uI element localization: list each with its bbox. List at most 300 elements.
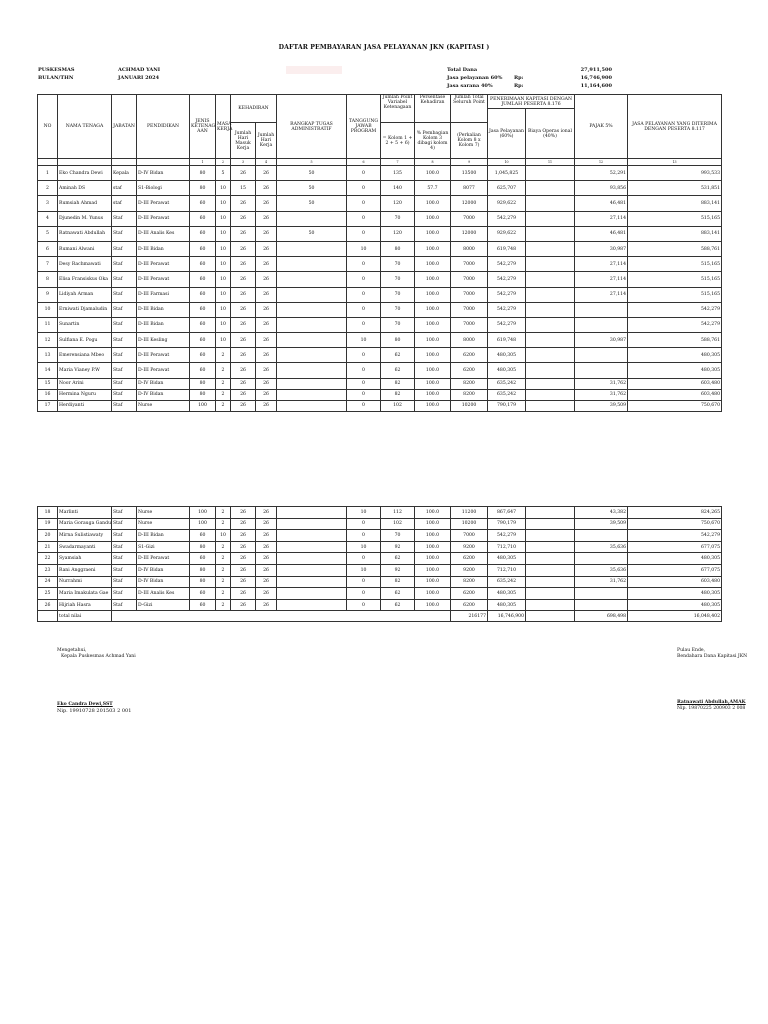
row-nama: Ratnawati Abdullah xyxy=(58,226,112,241)
column-number-cell xyxy=(137,159,190,166)
row-persentase: 100.0 xyxy=(415,564,451,576)
table-row xyxy=(38,226,722,241)
table-row xyxy=(38,389,722,400)
row-hari-masuk: 26 xyxy=(231,518,256,530)
row-rangkap xyxy=(277,564,347,576)
header-jumlah-total-sub: (Perkalian Kolom 8 x Kolom 7) xyxy=(451,123,488,159)
row-no: 3 xyxy=(38,196,58,211)
row-jasa-diterima: 480,305 xyxy=(628,348,722,363)
row-masa: 10 xyxy=(216,196,231,211)
row-biaya xyxy=(526,348,575,363)
row-hari-kerja: 26 xyxy=(256,287,277,302)
row-jumlah-point: 82 xyxy=(381,389,415,400)
row-jumlah-total: 10200 xyxy=(451,400,488,411)
row-persentase: 100.0 xyxy=(415,333,451,348)
row-biaya xyxy=(526,564,575,576)
row-pendidikan: D-III Perawat xyxy=(137,196,190,211)
row-pendidikan: D-III Perawat xyxy=(137,257,190,272)
row-pajak xyxy=(575,302,628,317)
row-persentase: 100.0 xyxy=(415,363,451,378)
header-jasa-pel: Jasa Pelayanan (60%) xyxy=(488,109,526,159)
row-no: 15 xyxy=(38,378,58,389)
row-jasa-pelayanan: 619,748 xyxy=(488,241,526,256)
row-hari-kerja: 26 xyxy=(256,400,277,411)
row-jasa-pelayanan: 929,622 xyxy=(488,226,526,241)
row-tanggung: 0 xyxy=(347,272,381,287)
header-persentase: Persentase Kehadiran xyxy=(415,95,451,123)
row-masa: 10 xyxy=(216,302,231,317)
row-hari-masuk: 26 xyxy=(231,287,256,302)
row-jumlah-total: 8000 xyxy=(451,333,488,348)
row-jumlah-total: 8200 xyxy=(451,389,488,400)
row-nama: Swadarmayanti xyxy=(58,541,112,553)
column-number-cell xyxy=(58,159,112,166)
row-hari-kerja: 26 xyxy=(256,241,277,256)
row-hari-kerja: 26 xyxy=(256,576,277,588)
table-row xyxy=(38,196,722,211)
row-persentase: 100.0 xyxy=(415,211,451,226)
row-pendidikan: Nurse xyxy=(137,507,190,519)
row-biaya xyxy=(526,226,575,241)
row-persentase: 100.0 xyxy=(415,272,451,287)
row-persentase: 100.0 xyxy=(415,518,451,530)
row-nama: Djunedin M. Yunus xyxy=(58,211,112,226)
row-masa: 10 xyxy=(216,317,231,332)
row-jabatan: Staf xyxy=(112,257,137,272)
row-jabatan: Staf xyxy=(112,226,137,241)
jasa-pelayanan-label: Jasa pelayanan 60% xyxy=(447,75,503,81)
row-pajak: 35,636 xyxy=(575,541,628,553)
row-jasa-pelayanan: 480,305 xyxy=(488,348,526,363)
row-pajak: 43,382 xyxy=(575,507,628,519)
total-row xyxy=(38,611,722,622)
table-row xyxy=(38,302,722,317)
row-no: 19 xyxy=(38,518,58,530)
row-jabatan: Staf xyxy=(112,211,137,226)
row-persentase: 100.0 xyxy=(415,400,451,411)
row-tanggung: 0 xyxy=(347,257,381,272)
row-tanggung: 0 xyxy=(347,317,381,332)
row-no: 4 xyxy=(38,211,58,226)
row-biaya xyxy=(526,576,575,588)
row-hari-masuk: 26 xyxy=(231,348,256,363)
row-hari-masuk: 26 xyxy=(231,211,256,226)
row-jabatan: Staf xyxy=(112,553,137,565)
row-jumlah-point: 70 xyxy=(381,257,415,272)
column-number-cell xyxy=(38,159,58,166)
row-jumlah-point: 120 xyxy=(381,196,415,211)
row-rangkap: 50 xyxy=(277,181,347,196)
row-hari-masuk: 26 xyxy=(231,576,256,588)
row-tanggung: 10 xyxy=(347,564,381,576)
total-blank xyxy=(526,611,575,622)
row-nama: Desy Rachmawati xyxy=(58,257,112,272)
row-masa: 2 xyxy=(216,400,231,411)
row-pajak xyxy=(575,363,628,378)
header-masa: MASA KERJA xyxy=(216,95,231,159)
row-pendidikan: D-III Perawat xyxy=(137,553,190,565)
row-jumlah-point: 92 xyxy=(381,541,415,553)
row-pajak: 27,114 xyxy=(575,272,628,287)
row-pendidikan: D-IV Bidan xyxy=(137,564,190,576)
row-jenis: 60 xyxy=(190,363,216,378)
row-nama: Erniwati Djamaludin xyxy=(58,302,112,317)
row-persentase: 100.0 xyxy=(415,588,451,600)
row-pajak: 31,762 xyxy=(575,389,628,400)
row-jumlah-point: 140 xyxy=(381,181,415,196)
column-number-cell: 1 xyxy=(190,159,216,166)
row-tanggung: 10 xyxy=(347,507,381,519)
table-row xyxy=(38,400,722,411)
row-hari-kerja: 26 xyxy=(256,588,277,600)
row-pajak xyxy=(575,588,628,600)
table-row xyxy=(38,363,722,378)
row-jumlah-total: 12000 xyxy=(451,196,488,211)
row-jumlah-point: 62 xyxy=(381,348,415,363)
row-jasa-diterima: 603,480 xyxy=(628,378,722,389)
table-row xyxy=(38,287,722,302)
column-number-cell: 8 xyxy=(415,159,451,166)
row-jabatan: Staf xyxy=(112,564,137,576)
row-jasa-diterima: 480,305 xyxy=(628,363,722,378)
row-jabatan: Staf xyxy=(112,287,137,302)
payment-table-continued xyxy=(37,506,722,622)
row-no: 7 xyxy=(38,257,58,272)
row-rangkap xyxy=(277,576,347,588)
row-rangkap xyxy=(277,317,347,332)
row-no: 13 xyxy=(38,348,58,363)
row-no: 2 xyxy=(38,181,58,196)
row-jenis: 80 xyxy=(190,389,216,400)
row-biaya xyxy=(526,553,575,565)
row-no: 18 xyxy=(38,507,58,519)
jasa-sarana-label: Jasa sarana 40% xyxy=(447,83,493,89)
row-jumlah-point: 102 xyxy=(381,400,415,411)
row-masa: 2 xyxy=(216,518,231,530)
row-jumlah-total: 6200 xyxy=(451,348,488,363)
row-nama: Aminah DS xyxy=(58,181,112,196)
column-number-cell: 9 xyxy=(451,159,488,166)
table-row xyxy=(38,518,722,530)
row-hari-masuk: 26 xyxy=(231,196,256,211)
row-jenis: 60 xyxy=(190,317,216,332)
total-label: total nilai xyxy=(58,611,112,622)
row-jenis: 60 xyxy=(190,599,216,611)
row-nama: Eko Chandra Dewi xyxy=(58,166,112,181)
row-hari-kerja: 26 xyxy=(256,363,277,378)
table-row xyxy=(38,241,722,256)
row-biaya xyxy=(526,389,575,400)
row-jumlah-total: 7000 xyxy=(451,272,488,287)
total-dana-value: 27,911,500 xyxy=(580,67,612,73)
column-number-cell: 4 xyxy=(256,159,277,166)
row-jasa-diterima: 542,279 xyxy=(628,302,722,317)
row-nama: Rumsiah Ahmad xyxy=(58,196,112,211)
row-no: 17 xyxy=(38,400,58,411)
row-jumlah-point: 120 xyxy=(381,226,415,241)
signature-left-block xyxy=(57,648,136,660)
row-pajak xyxy=(575,599,628,611)
row-jasa-pelayanan: 635,242 xyxy=(488,378,526,389)
header-penerimaan: PENERIMAAN KAPITASI DENGAN JUMLAH PESERTA 8.176 xyxy=(488,95,575,109)
column-number-cell: 13 xyxy=(628,159,722,166)
row-jumlah-point: 82 xyxy=(381,378,415,389)
table-row xyxy=(38,317,722,332)
sign-right-line2: Bendahara Dana Kapitasi JKN xyxy=(677,654,748,659)
row-jumlah-point: 135 xyxy=(381,166,415,181)
row-persentase: 57.7 xyxy=(415,181,451,196)
row-jasa-diterima: 603,480 xyxy=(628,576,722,588)
row-jumlah-total: 7000 xyxy=(451,530,488,542)
row-jumlah-total: 7000 xyxy=(451,287,488,302)
header-pajak: PAJAK 5% xyxy=(575,95,628,159)
row-jasa-pelayanan: 542,279 xyxy=(488,287,526,302)
row-jasa-diterima: 750,670 xyxy=(628,400,722,411)
row-rangkap xyxy=(277,553,347,565)
row-rangkap xyxy=(277,211,347,226)
row-jabatan: Staf xyxy=(112,241,137,256)
row-pajak: 27,114 xyxy=(575,211,628,226)
signature-right-name-block xyxy=(677,700,746,712)
row-hari-masuk: 26 xyxy=(231,553,256,565)
row-no: 12 xyxy=(38,333,58,348)
row-nama: Hermina Nguru xyxy=(58,389,112,400)
row-jenis: 80 xyxy=(190,378,216,389)
row-biaya xyxy=(526,181,575,196)
row-biaya xyxy=(526,378,575,389)
row-jasa-pelayanan: 480,305 xyxy=(488,588,526,600)
row-rangkap xyxy=(277,400,347,411)
row-pendidikan: D-III Perawat xyxy=(137,211,190,226)
row-jenis: 80 xyxy=(190,166,216,181)
row-jumlah-point: 70 xyxy=(381,211,415,226)
row-hari-masuk: 26 xyxy=(231,564,256,576)
row-nama: Maria Gorauga Gandu xyxy=(58,518,112,530)
row-persentase: 100.0 xyxy=(415,378,451,389)
row-hari-masuk: 26 xyxy=(231,363,256,378)
row-rangkap xyxy=(277,518,347,530)
row-hari-kerja: 26 xyxy=(256,553,277,565)
row-jasa-pelayanan: 542,279 xyxy=(488,211,526,226)
row-biaya xyxy=(526,507,575,519)
row-jabatan: Staf xyxy=(112,348,137,363)
sign-left-line1: Mengetahui, xyxy=(57,648,87,653)
row-hari-masuk: 26 xyxy=(231,507,256,519)
row-pajak: 93,856 xyxy=(575,181,628,196)
row-jumlah-total: 9200 xyxy=(451,541,488,553)
row-jumlah-point: 92 xyxy=(381,564,415,576)
row-tanggung: 0 xyxy=(347,348,381,363)
row-jasa-diterima: 750,670 xyxy=(628,518,722,530)
jasa-pelayanan-value: 16,746,900 xyxy=(580,75,612,81)
row-jabatan: Staf xyxy=(112,588,137,600)
row-jenis: 60 xyxy=(190,241,216,256)
header-pendidikan: PENDIDIKAN xyxy=(137,95,190,159)
row-jabatan: Staf xyxy=(112,507,137,519)
row-no: 14 xyxy=(38,363,58,378)
row-jasa-pelayanan: 542,279 xyxy=(488,257,526,272)
table-row xyxy=(38,181,722,196)
row-no: 23 xyxy=(38,564,58,576)
row-jasa-pelayanan: 712,710 xyxy=(488,541,526,553)
row-jasa-diterima: 515,165 xyxy=(628,272,722,287)
row-hari-kerja: 26 xyxy=(256,507,277,519)
row-tanggung: 0 xyxy=(347,226,381,241)
row-jabatan: Staf xyxy=(112,518,137,530)
row-rangkap xyxy=(277,507,347,519)
row-tanggung: 0 xyxy=(347,378,381,389)
header-rangkap: RANGKAP TUGAS ADMINISTRATIF xyxy=(277,95,347,159)
row-jenis: 60 xyxy=(190,196,216,211)
row-persentase: 100.0 xyxy=(415,530,451,542)
row-persentase: 100.0 xyxy=(415,599,451,611)
sign-right-name: Ratnawati Abdullah,AMAK xyxy=(677,700,746,705)
row-no: 16 xyxy=(38,389,58,400)
row-jenis: 60 xyxy=(190,226,216,241)
row-jumlah-total: 8077 xyxy=(451,181,488,196)
row-jasa-pelayanan: 790,179 xyxy=(488,400,526,411)
total-pajak: 698,498 xyxy=(575,611,628,622)
row-jabatan: staf xyxy=(112,181,137,196)
row-rangkap xyxy=(277,257,347,272)
row-jumlah-point: 70 xyxy=(381,287,415,302)
header-biaya: Biaya Operas ional (40%) xyxy=(526,109,575,159)
row-rangkap xyxy=(277,348,347,363)
row-pajak: 46,481 xyxy=(575,196,628,211)
signature-right-block xyxy=(677,648,747,660)
row-tanggung: 0 xyxy=(347,530,381,542)
row-pendidikan: D-III Perawat xyxy=(137,348,190,363)
row-hari-kerja: 26 xyxy=(256,378,277,389)
row-persentase: 100.0 xyxy=(415,196,451,211)
row-pendidikan: D-III Analis Kes xyxy=(137,588,190,600)
row-nama: Rani Anggraeni xyxy=(58,564,112,576)
row-jasa-diterima: 542,279 xyxy=(628,317,722,332)
total-jt: 216177 xyxy=(451,611,488,622)
row-jumlah-total: 7000 xyxy=(451,257,488,272)
row-pajak: 31,762 xyxy=(575,576,628,588)
row-masa: 2 xyxy=(216,507,231,519)
row-no: 22 xyxy=(38,553,58,565)
row-rangkap: 50 xyxy=(277,166,347,181)
row-hari-masuk: 26 xyxy=(231,241,256,256)
row-pajak: 27,114 xyxy=(575,257,628,272)
row-pendidikan: D-III Bidan xyxy=(137,302,190,317)
row-persentase: 100.0 xyxy=(415,166,451,181)
row-tanggung: 0 xyxy=(347,166,381,181)
header-persentase-sub: % Pembagian Kolom 3 dibagi kolom 4) xyxy=(415,123,451,159)
row-pajak: 27,114 xyxy=(575,287,628,302)
row-no: 11 xyxy=(38,317,58,332)
row-jasa-pelayanan: 480,305 xyxy=(488,553,526,565)
row-jenis: 60 xyxy=(190,553,216,565)
row-masa: 10 xyxy=(216,333,231,348)
row-jasa-pelayanan: 712,710 xyxy=(488,564,526,576)
row-jumlah-point: 80 xyxy=(381,241,415,256)
row-jasa-diterima: 677,075 xyxy=(628,541,722,553)
row-nama: Marlinti xyxy=(58,507,112,519)
row-rangkap xyxy=(277,541,347,553)
total-blank xyxy=(112,611,451,622)
row-jasa-pelayanan: 542,279 xyxy=(488,272,526,287)
row-masa: 10 xyxy=(216,530,231,542)
row-tanggung: 0 xyxy=(347,196,381,211)
row-hari-kerja: 26 xyxy=(256,317,277,332)
row-rangkap xyxy=(277,530,347,542)
row-jasa-diterima: 480,305 xyxy=(628,599,722,611)
total-blank xyxy=(38,611,58,622)
table-row xyxy=(38,378,722,389)
row-jenis: 60 xyxy=(190,257,216,272)
meta-left xyxy=(38,66,75,82)
row-pajak: 35,636 xyxy=(575,564,628,576)
row-biaya xyxy=(526,257,575,272)
sign-right-line1: Pulau Ende, xyxy=(677,648,706,653)
row-jumlah-point: 112 xyxy=(381,507,415,519)
table-row xyxy=(38,588,722,600)
row-hari-masuk: 26 xyxy=(231,226,256,241)
row-jasa-pelayanan: 542,279 xyxy=(488,317,526,332)
row-jabatan: Staf xyxy=(112,599,137,611)
row-biaya xyxy=(526,241,575,256)
row-pendidikan: D-III Bidan xyxy=(137,530,190,542)
row-biaya xyxy=(526,530,575,542)
bulan-label: BULAN/THN xyxy=(38,75,74,81)
row-biaya xyxy=(526,363,575,378)
row-jasa-pelayanan: 480,305 xyxy=(488,363,526,378)
row-jabatan: Staf xyxy=(112,333,137,348)
table-row xyxy=(38,333,722,348)
table-row xyxy=(38,576,722,588)
row-hari-masuk: 26 xyxy=(231,317,256,332)
row-persentase: 100.0 xyxy=(415,257,451,272)
row-tanggung: 10 xyxy=(347,333,381,348)
row-jumlah-point: 70 xyxy=(381,317,415,332)
meta-right-values xyxy=(560,66,612,90)
row-jumlah-total: 12000 xyxy=(451,226,488,241)
jasa-pelayanan-rp: Rp: xyxy=(514,75,524,81)
row-masa: 10 xyxy=(216,211,231,226)
row-jenis: 80 xyxy=(190,541,216,553)
row-tanggung: 0 xyxy=(347,211,381,226)
row-pendidikan: D-IV Bidan xyxy=(137,378,190,389)
row-jasa-pelayanan: 480,305 xyxy=(488,599,526,611)
row-biaya xyxy=(526,302,575,317)
row-jasa-pelayanan: 867,647 xyxy=(488,507,526,519)
row-jenis: 80 xyxy=(190,576,216,588)
row-nama: Maria Imakulata Gae xyxy=(58,588,112,600)
row-masa: 10 xyxy=(216,272,231,287)
row-pajak xyxy=(575,530,628,542)
row-jumlah-point: 82 xyxy=(381,576,415,588)
row-jasa-diterima: 588,761 xyxy=(628,333,722,348)
row-jasa-pelayanan: 635,242 xyxy=(488,576,526,588)
row-biaya xyxy=(526,400,575,411)
row-pendidikan: D-III Bidan xyxy=(137,317,190,332)
row-no: 5 xyxy=(38,226,58,241)
row-biaya xyxy=(526,518,575,530)
row-masa: 5 xyxy=(216,166,231,181)
total-dana-label: Total Dana xyxy=(447,67,478,73)
row-nama: Nurrahmi xyxy=(58,576,112,588)
row-jenis: 60 xyxy=(190,302,216,317)
row-hari-kerja: 26 xyxy=(256,333,277,348)
row-jumlah-total: 6200 xyxy=(451,553,488,565)
row-jumlah-total: 13500 xyxy=(451,166,488,181)
row-masa: 10 xyxy=(216,287,231,302)
row-jumlah-total: 6200 xyxy=(451,588,488,600)
row-pendidikan: D-IV Bidan xyxy=(137,576,190,588)
